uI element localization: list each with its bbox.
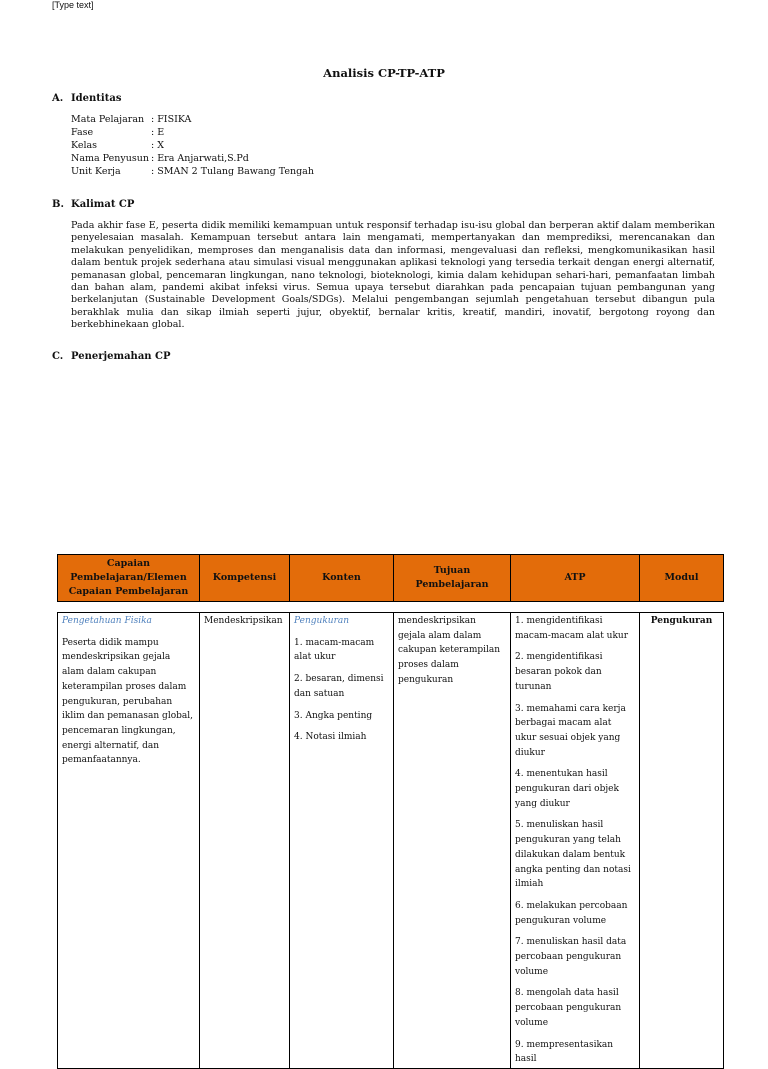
section-a-title: Identitas: [71, 93, 122, 104]
table-row: [58, 613, 724, 1069]
header-modul: Modul: [640, 555, 724, 602]
tujuan-text: mendeskripsikan gejala alam dalam cakupan keterampilan proses dalam pengukuran: [398, 616, 501, 685]
identity-row: [71, 153, 314, 166]
cell-atp: [511, 613, 640, 1069]
identity-row: [71, 140, 314, 153]
header-placeholder-text: [Type text]: [52, 0, 94, 10]
atp-item: 7. menuliskan hasil data percobaan pengukuran volume: [515, 937, 627, 977]
header-kompetensi: Kompetensi: [200, 555, 290, 602]
identity-label: Kelas: [71, 139, 98, 151]
cp-description: Peserta didik mampu mendeskripsikan gejala alam dalam cakupan keterampilan proses dalam pengukuran, perubahan iklim dan pemanasan global, pencemaran lingkungan, energi alternatif, dan pemanfaatannya.: [62, 637, 193, 766]
cell-kompetensi: [200, 613, 290, 1069]
konten-item: 1. macam-macam alat ukur: [294, 637, 375, 663]
identity-row: [71, 114, 314, 127]
identity-value: : X: [151, 139, 164, 151]
cp-paragraph: Pada akhir fase E, peserta didik memiliki kemampuan untuk responsif terhadap isu-isu global dan berperan aktif dalam memberikan penyelesaian masalah. Kemampuan tersebut antara lain mengamati, mempertanyakan dan memprediksi, merencanakan dan melakukan penyelidikan, memproses dan menganalisis data dan informasi, mengevaluasi dan refleksi, mengkomunikasikan hasil dalam bentuk projek sederhana atau simulasi visual menggunakan aplikasi teknologi yang tersedia terkait dengan energi alternatif, pemanasan global, pencemaran lingkungan, nano teknologi, bioteknologi, kimia dalam kehidupan sehari-hari, pemanfaatan limbah dan bahan alam, pandemi akibat infeksi virus. Semua upaya tersebut diarahkan pada pencapaian tujuan pembangunan yang berkelanjutan (Sustainable Development Goals/SDGs). Melalui pengembangan sejumlah pengetahuan tersebut dibangun pula berakhlak mulia dan sikap ilmiah seperti jujur, obyektif, bernalar kritis, kreatif, mandiri, inovatif, bergotong royong dan berkebhinekaan global.: [71, 220, 715, 331]
konten-item: 4. Notasi ilmiah: [294, 732, 367, 743]
section-a-letter: A.: [52, 93, 64, 104]
document-title: Analisis CP-TP-ATP: [323, 66, 445, 80]
header-cp: Capaian Pembelajaran/Elemen Capaian Pembelajaran: [58, 555, 200, 602]
section-b-letter: B.: [52, 199, 64, 210]
atp-item: 4. menentukan hasil pengukuran dari objek yang diukur: [515, 769, 619, 809]
konten-title: Pengukuran: [294, 616, 350, 626]
identity-row: [71, 127, 314, 140]
atp-item: 2. mengidentifikasi besaran pokok dan turunan: [515, 652, 603, 692]
section-b-heading: [52, 199, 134, 210]
identity-value: : Era Anjarwati,S.Pd: [151, 152, 249, 164]
identity-row: [71, 166, 314, 179]
header-atp: ATP: [511, 555, 640, 602]
cp-element-label: Pengetahuan Fisika: [62, 616, 152, 626]
atp-item: 6. melakukan percobaan pengukuran volume: [515, 900, 628, 926]
identity-list: [71, 114, 314, 179]
section-b-title: Kalimat CP: [71, 199, 135, 210]
cell-tujuan: [394, 613, 511, 1069]
konten-item: 2. besaran, dimensi dan satuan: [294, 674, 384, 699]
cell-konten: [290, 613, 394, 1069]
header-tujuan: Tujuan Pembelajaran: [394, 555, 511, 602]
identity-label: Fase: [71, 126, 94, 138]
identity-value: : FISIKA: [151, 114, 192, 125]
section-c-heading: [52, 351, 171, 362]
identity-value: : E: [151, 126, 165, 138]
table-body: [57, 612, 724, 1069]
section-c-title: Penerjemahan CP: [71, 351, 171, 362]
kompetensi-text: Mendeskripsikan: [204, 616, 283, 626]
konten-item: 3. Angka penting: [294, 710, 373, 721]
cell-cp: [58, 613, 200, 1069]
atp-item: 9. mempresentasikan hasil: [515, 1039, 614, 1065]
atp-item: 1. mengidentifikasi macam-macam alat ukur: [515, 616, 629, 641]
section-a-heading: [52, 93, 121, 104]
section-c-letter: C.: [52, 351, 64, 362]
atp-item: 8. mengolah data hasil percobaan pengukuran volume: [515, 988, 622, 1028]
header-konten: Konten: [290, 555, 394, 602]
modul-text: Pengukuran: [650, 616, 713, 626]
table-header: [57, 554, 724, 602]
identity-label: Nama Penyusun: [71, 152, 149, 164]
identity-label: Mata Pelajaran: [71, 114, 145, 125]
cell-modul: [640, 613, 724, 1069]
atp-item: 5. menuliskan hasil pengukuran yang telah dilakukan dalam bentuk angka penting dan notasi ilmiah: [515, 820, 631, 890]
atp-item: 3. memahami cara kerja berbagai macam alat ukur sesuai objek yang diukur: [515, 703, 626, 758]
identity-label: Unit Kerja: [71, 165, 121, 177]
identity-value: : SMAN 2 Tulang Bawang Tengah: [151, 165, 314, 177]
